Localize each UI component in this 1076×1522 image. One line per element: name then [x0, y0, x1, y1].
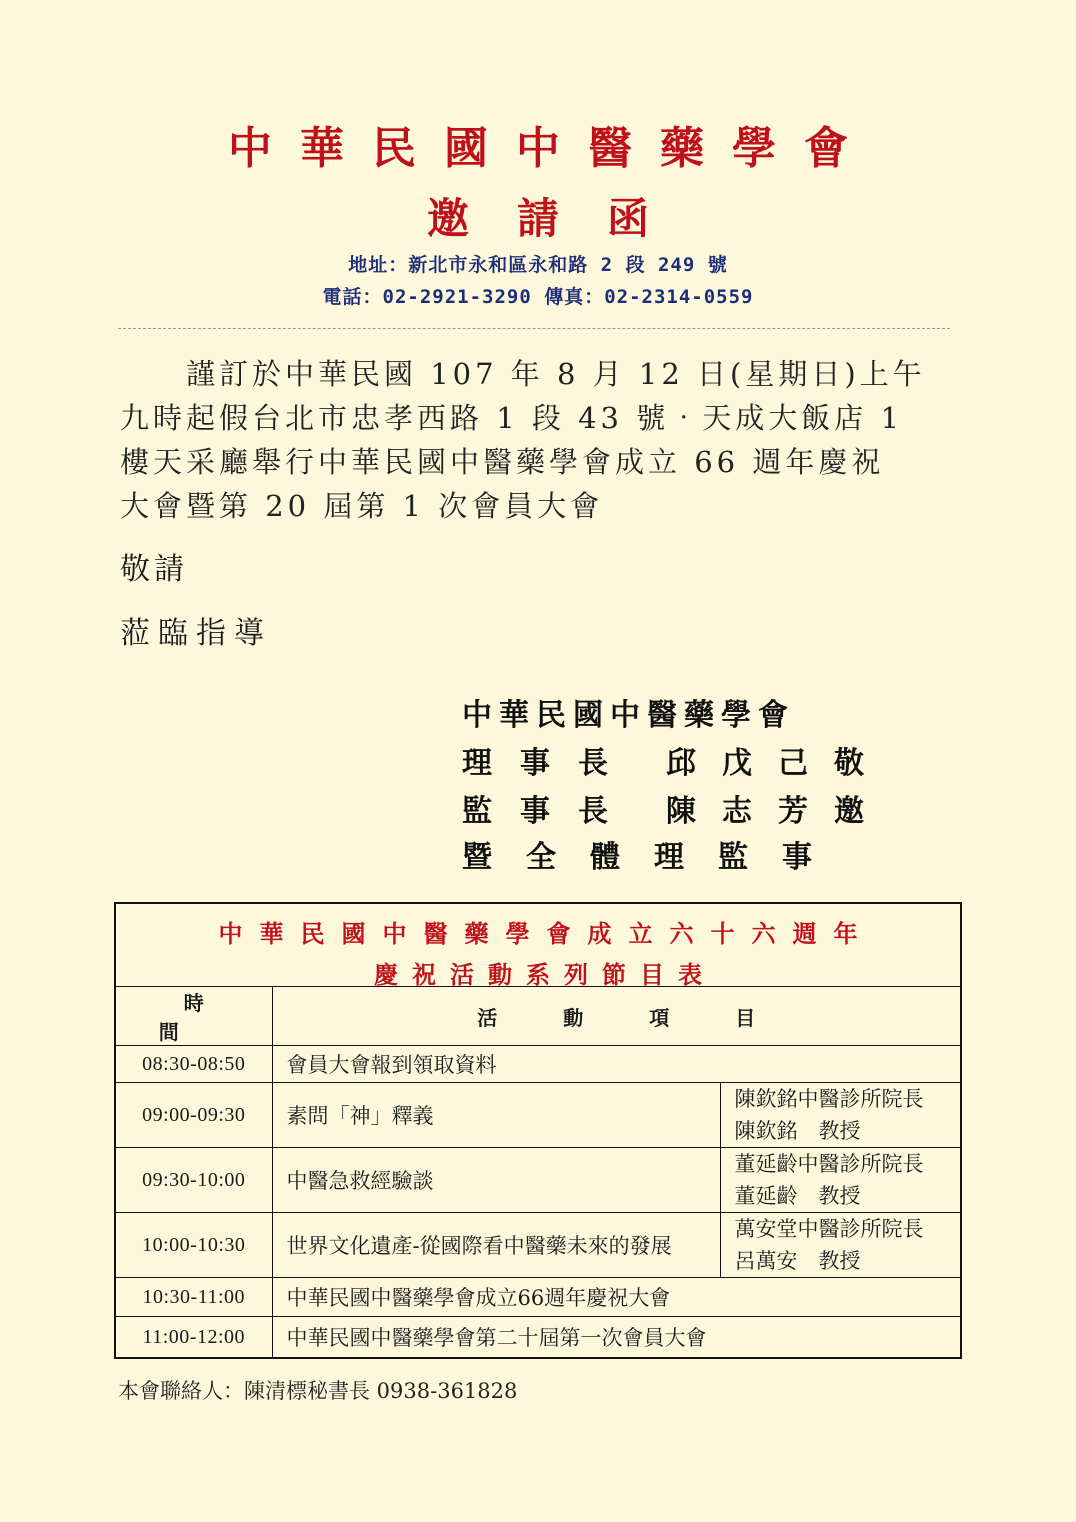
table-row [116, 1148, 960, 1213]
time-cell: 09:00-09:30 [116, 1083, 272, 1148]
time-cell: 11:00-12:00 [116, 1317, 272, 1358]
speaker-title: 董延齡中醫診所院長 [734, 1152, 924, 1176]
speaker-name: 陳欽銘 教授 [734, 1119, 861, 1143]
signature-chair [462, 738, 890, 782]
supervisor-role: 監事長 [462, 794, 636, 829]
organization-title: 中華民國中醫藥學會 [228, 123, 876, 174]
chair-name: 邱戊己敬 [666, 746, 890, 781]
speaker-name: 董延齡 教授 [734, 1184, 861, 1208]
activity-cell: 世界文化遺產-從國際看中醫藥未來的發展 [272, 1213, 720, 1278]
speaker-name: 呂萬安 教授 [734, 1249, 861, 1273]
document-title: 邀請函 [426, 194, 697, 243]
body-line-3: 樓天采廳舉行中華民國中醫藥學會成立 66 週年慶祝 [120, 445, 885, 479]
schedule-grid [116, 987, 960, 1357]
supervisor-name: 陳志芳邀 [666, 794, 890, 829]
speaker-title: 陳欽銘中醫診所院長 [734, 1087, 924, 1111]
activity-cell: 中華民國中醫藥學會第二十屆第一次會員大會 [272, 1317, 960, 1358]
time-cell: 10:30-11:00 [116, 1278, 272, 1317]
address-line: 地址：新北市永和區永和路 2 段 249 號 [348, 254, 728, 276]
activity-cell: 中華民國中醫藥學會成立66週年慶祝大會 [272, 1278, 960, 1317]
schedule-header [116, 904, 960, 987]
table-row [116, 1083, 960, 1148]
guidance-line: 蒞臨指導 [120, 616, 272, 651]
body-line-4: 大會暨第 20 屆第 1 次會員大會 [120, 489, 604, 523]
activity-cell: 中醫急救經驗談 [272, 1148, 720, 1213]
activity-cell: 素問「神」釋義 [272, 1083, 720, 1148]
schedule-header-row [116, 987, 960, 1046]
body-line-1: 謹訂於中華民國 107 年 8 月 12 日(星期日)上午 [186, 357, 926, 391]
speaker-cell [720, 1083, 960, 1148]
table-row [116, 1278, 960, 1317]
signature-organization: 中華民國中醫藥學會 [462, 698, 795, 733]
signature-supervisor [462, 786, 890, 830]
time-cell: 08:30-08:50 [116, 1046, 272, 1083]
respect-line: 敬請 [120, 552, 188, 587]
schedule-title-line2: 慶祝活動系列節目表 [374, 960, 716, 989]
time-cell: 09:30-10:00 [116, 1148, 272, 1213]
dashed-divider [118, 328, 950, 329]
chair-role: 理事長 [462, 746, 636, 781]
table-row [116, 1317, 960, 1358]
schedule-title-line1: 中華民國中醫藥學會成立六十六週年 [218, 919, 875, 948]
invitation-body [120, 352, 960, 528]
speaker-cell [720, 1148, 960, 1213]
body-line-2: 九時起假台北市忠孝西路 1 段 43 號‧天成大飯店 1 [120, 401, 903, 435]
column-header-activity: 活動項目 [272, 987, 960, 1046]
column-header-time: 時間 [116, 987, 272, 1046]
activity-cell: 會員大會報到領取資料 [272, 1046, 960, 1083]
signature-all-directors: 暨全體理監事 [462, 840, 846, 875]
phone-fax-line: 電話：02-2921-3290 傳真：02-2314-0559 [322, 286, 754, 308]
table-row [116, 1046, 960, 1083]
contact-person: 本會聯絡人：陳清標秘書長 0938-361828 [118, 1379, 518, 1403]
table-row [116, 1213, 960, 1278]
speaker-title: 萬安堂中醫診所院長 [734, 1217, 924, 1241]
speaker-cell [720, 1213, 960, 1278]
schedule-table [114, 902, 962, 1359]
time-cell: 10:00-10:30 [116, 1213, 272, 1278]
